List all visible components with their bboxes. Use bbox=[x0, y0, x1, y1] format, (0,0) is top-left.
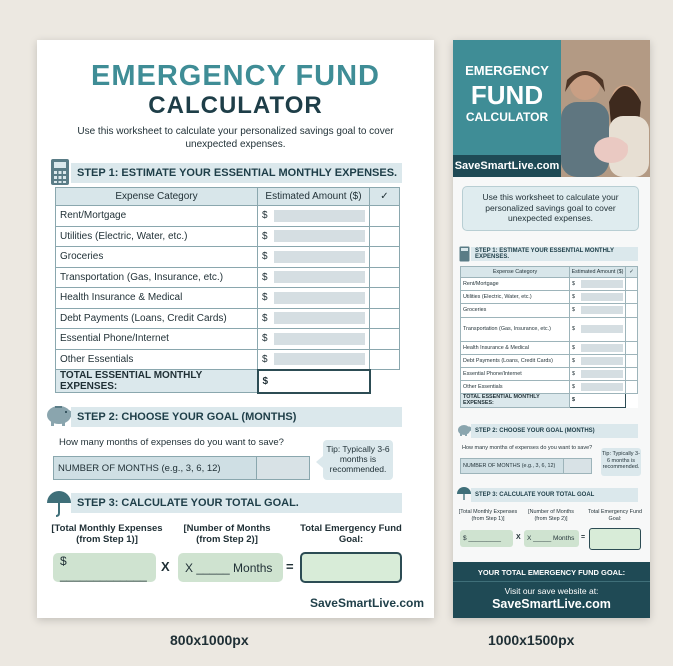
table-row bbox=[56, 288, 400, 309]
currency-symbol: $ bbox=[262, 251, 268, 263]
head-expenses: [Total Monthly Expenses (from Step 1)] bbox=[458, 509, 518, 522]
currency-symbol: $ bbox=[262, 312, 268, 324]
table-row bbox=[56, 308, 400, 329]
tip-bubble: Tip: Typically 3-6 months is recommended. bbox=[323, 440, 393, 480]
table-row bbox=[56, 206, 400, 227]
umbrella-icon bbox=[45, 489, 73, 517]
table-row bbox=[461, 304, 638, 317]
checkbox[interactable] bbox=[626, 354, 638, 367]
row-label: Health Insurance & Medical bbox=[56, 288, 258, 309]
table-row bbox=[461, 341, 638, 354]
intro-text: Use this worksheet to calculate your personalized savings goal to cover unexpected expenses. bbox=[77, 126, 394, 150]
row-label: Groceries bbox=[461, 304, 570, 317]
total-amount-field[interactable] bbox=[258, 370, 370, 393]
currency-symbol: $ bbox=[572, 294, 575, 301]
piggy-bank-icon bbox=[456, 423, 472, 437]
checkbox[interactable] bbox=[626, 278, 638, 291]
small-step1-header: STEP 1: ESTIMATE YOUR ESSENTIAL MONTHLY EXPENSES. bbox=[471, 247, 638, 261]
row-label: Essential Phone/Internet bbox=[461, 367, 570, 380]
amount-field[interactable] bbox=[274, 251, 365, 263]
months-question: How many months of expenses do you want to save? bbox=[59, 437, 284, 448]
row-label: Debt Payments (Loans, Credit Cards) bbox=[56, 308, 258, 329]
footer-visit-text: Visit our save website at: bbox=[504, 586, 599, 596]
table-row bbox=[56, 226, 400, 247]
months-row bbox=[53, 456, 310, 480]
table-row bbox=[461, 291, 638, 304]
checkbox[interactable] bbox=[626, 291, 638, 304]
row-label: Debt Payments (Loans, Credit Cards) bbox=[461, 354, 570, 367]
checkbox[interactable] bbox=[370, 349, 400, 370]
amount-field[interactable] bbox=[581, 280, 623, 288]
table-row bbox=[461, 354, 638, 367]
step3-header: STEP 3: CALCULATE YOUR TOTAL GOAL. bbox=[71, 493, 402, 513]
goal-field[interactable] bbox=[300, 552, 402, 583]
head-months: [Number of Months (from Step 2)] bbox=[528, 509, 574, 522]
total-row bbox=[56, 370, 400, 393]
table-row bbox=[56, 349, 400, 370]
table-row bbox=[56, 329, 400, 350]
table-row bbox=[461, 367, 638, 380]
checkbox[interactable] bbox=[626, 304, 638, 317]
row-label: Utilities (Electric, Water, etc.) bbox=[461, 291, 570, 304]
months-input[interactable] bbox=[563, 459, 591, 473]
head-goal: Total Emergency Fund Goal: bbox=[300, 523, 402, 545]
step1-header: STEP 1: ESTIMATE YOUR ESSENTIAL MONTHLY EXPENSES. bbox=[71, 163, 402, 183]
total-label: TOTAL ESSENTIAL MONTHLY EXPENSES: bbox=[56, 370, 258, 393]
row-label: Rent/Mortgage bbox=[56, 206, 258, 227]
checkbox[interactable] bbox=[370, 288, 400, 309]
row-label: Other Essentials bbox=[56, 349, 258, 370]
worksheet-800x1000 bbox=[37, 40, 434, 618]
row-label: Essential Phone/Internet bbox=[56, 329, 258, 350]
equals-sign: = bbox=[286, 559, 294, 574]
currency-symbol: $ bbox=[572, 357, 575, 364]
amount-field[interactable] bbox=[581, 325, 623, 333]
title-line2: CALCULATOR bbox=[148, 92, 323, 119]
small-title-line1: EMERGENCY bbox=[465, 63, 549, 78]
checkbox[interactable] bbox=[626, 317, 638, 341]
checkbox[interactable] bbox=[370, 226, 400, 247]
site-url[interactable]: SaveSmartLive.com bbox=[309, 596, 424, 610]
currency-symbol: $ bbox=[262, 353, 268, 365]
currency-symbol: $ bbox=[572, 344, 575, 351]
col-amount: Estimated Amount ($) bbox=[570, 267, 626, 278]
checkbox[interactable] bbox=[370, 247, 400, 268]
currency-symbol: $ bbox=[572, 326, 575, 333]
small-title-line3: CALCULATOR bbox=[465, 110, 549, 124]
checkbox[interactable] bbox=[626, 367, 638, 380]
table-row bbox=[461, 317, 638, 341]
checkbox[interactable] bbox=[370, 206, 400, 227]
row-label: Health Insurance & Medical bbox=[461, 341, 570, 354]
col-category: Expense Category bbox=[461, 267, 570, 278]
months-label: NUMBER OF MONTHS (e.g., 3, 6, 12) bbox=[463, 463, 556, 469]
table-row bbox=[56, 267, 400, 288]
small-tip-bubble: Tip: Typically 3-6 months is recommended. bbox=[601, 448, 641, 476]
head-goal: Total Emergency Fund Goal: bbox=[588, 509, 642, 522]
currency-symbol: $ bbox=[262, 292, 268, 304]
step2-header: STEP 2: CHOOSE YOUR GOAL (MONTHS) bbox=[71, 407, 402, 427]
row-label: Other Essentials bbox=[461, 381, 570, 394]
total-amount-field[interactable] bbox=[570, 394, 626, 407]
table-row bbox=[461, 381, 638, 394]
col-check: ✓ bbox=[626, 267, 638, 278]
currency-symbol: $ bbox=[572, 384, 575, 391]
small-step3-header: STEP 3: CALCULATE YOUR TOTAL GOAL bbox=[471, 488, 638, 502]
amount-field[interactable] bbox=[274, 312, 365, 324]
currency-symbol: $ bbox=[572, 371, 575, 378]
table-row bbox=[461, 278, 638, 291]
months-pill[interactable]: X _____ Months bbox=[524, 530, 579, 547]
amount-field[interactable] bbox=[581, 344, 623, 352]
amount-field[interactable] bbox=[581, 293, 623, 301]
expenses-input[interactable]: $ _________ bbox=[460, 530, 513, 547]
currency-symbol: $ bbox=[572, 397, 575, 404]
head-months: [Number of Months (from Step 2)] bbox=[183, 523, 271, 545]
months-input[interactable] bbox=[256, 457, 309, 479]
currency-symbol: $ bbox=[572, 281, 575, 288]
expenses-input[interactable]: $ _____________ bbox=[53, 553, 156, 582]
checkbox[interactable] bbox=[626, 381, 638, 394]
currency-symbol: $ bbox=[262, 375, 269, 387]
footer-divider bbox=[453, 581, 650, 582]
row-label: Transportation (Gas, Insurance, etc.) bbox=[56, 267, 258, 288]
months-label: NUMBER OF MONTHS (e.g., 3, 6, 12) bbox=[58, 462, 221, 474]
equals-sign: = bbox=[581, 534, 586, 541]
calculator-icon bbox=[50, 158, 70, 186]
table-row bbox=[56, 247, 400, 268]
checkbox[interactable] bbox=[370, 267, 400, 288]
hero-site-url[interactable]: SaveSmartLive.com bbox=[453, 155, 561, 177]
checkbox[interactable] bbox=[370, 329, 400, 350]
amount-field[interactable] bbox=[581, 306, 623, 314]
amount-field[interactable] bbox=[274, 271, 365, 283]
hero-banner bbox=[453, 40, 650, 177]
col-check: ✓ bbox=[370, 188, 400, 206]
amount-field[interactable] bbox=[274, 292, 365, 304]
umbrella-icon bbox=[456, 486, 472, 502]
small-months-question: How many months of expenses do you want to save? bbox=[462, 445, 593, 451]
currency-symbol: $ bbox=[572, 307, 575, 314]
row-label: Transportation (Gas, Insurance, etc.) bbox=[461, 317, 570, 341]
small-title-line2: FUND bbox=[470, 80, 544, 110]
row-label: Utilities (Electric, Water, etc.) bbox=[56, 226, 258, 247]
small-months-row bbox=[460, 458, 592, 474]
caption-small: 1000x1500px bbox=[488, 632, 575, 648]
amount-field[interactable] bbox=[581, 357, 623, 365]
small-intro-box: Use this worksheet to calculate your personalized savings goal to cover unexpected expenses. bbox=[462, 186, 639, 231]
title-line1: EMERGENCY FUND bbox=[91, 60, 380, 92]
row-label: Groceries bbox=[56, 247, 258, 268]
total-row bbox=[461, 394, 638, 407]
amount-field[interactable] bbox=[274, 353, 365, 365]
footer-site-url[interactable]: SaveSmartLive.com bbox=[492, 597, 611, 611]
worksheet-1000x1500 bbox=[453, 40, 650, 618]
currency-symbol: $ bbox=[262, 333, 268, 345]
amount-field[interactable] bbox=[581, 383, 623, 391]
times-sign: X bbox=[516, 534, 521, 541]
currency-symbol: $ bbox=[262, 271, 268, 283]
col-amount: Estimated Amount ($) bbox=[258, 188, 370, 206]
currency-symbol: $ bbox=[262, 210, 268, 222]
total-label: TOTAL ESSENTIAL MONTHLY EXPENSES: bbox=[461, 394, 570, 407]
expense-table bbox=[55, 187, 400, 394]
row-label: Rent/Mortgage bbox=[461, 278, 570, 291]
checkbox[interactable] bbox=[370, 308, 400, 329]
amount-field[interactable] bbox=[274, 333, 365, 345]
currency-symbol: $ bbox=[262, 230, 268, 242]
col-category: Expense Category bbox=[56, 188, 258, 206]
calculator-icon bbox=[459, 246, 470, 262]
small-step2-header: STEP 2: CHOOSE YOUR GOAL (MONTHS) bbox=[471, 424, 638, 438]
times-sign: X bbox=[161, 559, 170, 574]
checkbox[interactable] bbox=[626, 341, 638, 354]
amount-field[interactable] bbox=[274, 210, 365, 222]
months-pill[interactable]: X _____ Months bbox=[178, 553, 283, 582]
amount-field[interactable] bbox=[581, 370, 623, 378]
hero-title-panel bbox=[453, 40, 561, 155]
caption-big: 800x1000px bbox=[170, 632, 249, 648]
head-expenses: [Total Monthly Expenses (from Step 1)] bbox=[51, 523, 163, 545]
goal-field[interactable] bbox=[589, 528, 641, 550]
amount-field[interactable] bbox=[274, 230, 365, 242]
small-footer bbox=[453, 562, 650, 618]
small-expense-table bbox=[460, 266, 638, 408]
footer-goal-label: YOUR TOTAL EMERGENCY FUND GOAL: bbox=[477, 568, 626, 577]
